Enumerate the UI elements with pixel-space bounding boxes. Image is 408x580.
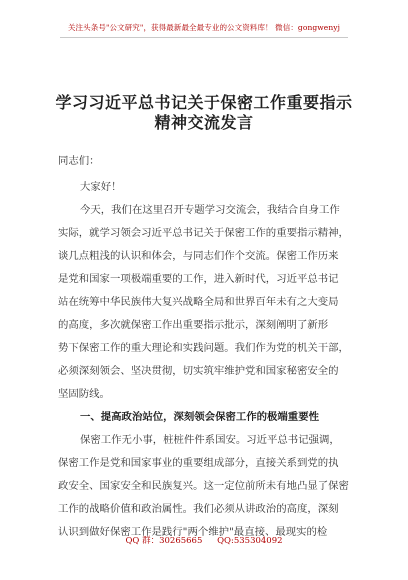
section-heading: 一、提高政治站位，深刻领会保密工作的极端重要性 xyxy=(80,411,319,423)
paragraph-line: 保密工作是党和国家事业的重要组成部分，直接关系到党的执 xyxy=(58,457,339,469)
paragraph-line: 坚固防线。 xyxy=(58,388,110,400)
footer-qq-number: QQ:535304092 xyxy=(217,536,283,546)
document-title-line-1: 学习习近平总书记关于保密工作重要指示 xyxy=(55,93,353,112)
greeting: 大家好！ xyxy=(80,181,122,193)
paragraph-line: 今天，我们在这里召开专题学习交流会，我结合自身工作 xyxy=(80,204,340,216)
paragraph-line: 政安全、国家安全和民族复兴。这一定位前所未有地凸显了保密 xyxy=(58,480,349,492)
paragraph-line: 站在统筹中华民族伟大复兴战略全局和世界百年未有之大变局 xyxy=(58,296,339,308)
paragraph-line: 工作的战略价值和政治属性。我们必须从讲政治的高度，深刻 xyxy=(58,503,339,515)
paragraph-line: 的高度，多次就保密工作出重要指示批示，深刻阐明了新形 xyxy=(58,319,329,331)
footer-qq-group: QQ 群：30265665 xyxy=(125,536,203,546)
paragraph-line: 必须深刻领会、坚决贯彻，切实筑牢维护党和国家秘密安全的 xyxy=(58,365,339,377)
header-banner: 关注头条号"公文研究"，获得最新最全最专业的公文资料库！ 微信：gongwenyj xyxy=(67,23,341,32)
paragraph-line: 实际，就学习领会习近平总书记关于保密工作的重要指示精神， xyxy=(58,227,349,239)
header-divider xyxy=(60,37,348,38)
paragraph-line: 保密工作无小事，桩桩件件系国安。习近平总书记强调， xyxy=(80,434,340,446)
paragraph-line: 谈几点粗浅的认识和体会，与同志们作个交流。保密工作历来 xyxy=(58,250,339,262)
paragraph-line: 是党和国家一项极端重要的工作，进入新时代，习近平总书记 xyxy=(58,273,339,285)
footer-contact xyxy=(0,534,408,546)
paragraph-line: 认识到做好保密工作是践行"两个维护"最直接、最现实的检 xyxy=(58,526,328,538)
document-title-line-2: 精神交流发言 xyxy=(154,113,254,132)
salutation: 同志们： xyxy=(58,155,100,167)
paragraph-line: 势下保密工作的重大理论和实践问题。我们作为党的机关干部， xyxy=(58,342,349,354)
